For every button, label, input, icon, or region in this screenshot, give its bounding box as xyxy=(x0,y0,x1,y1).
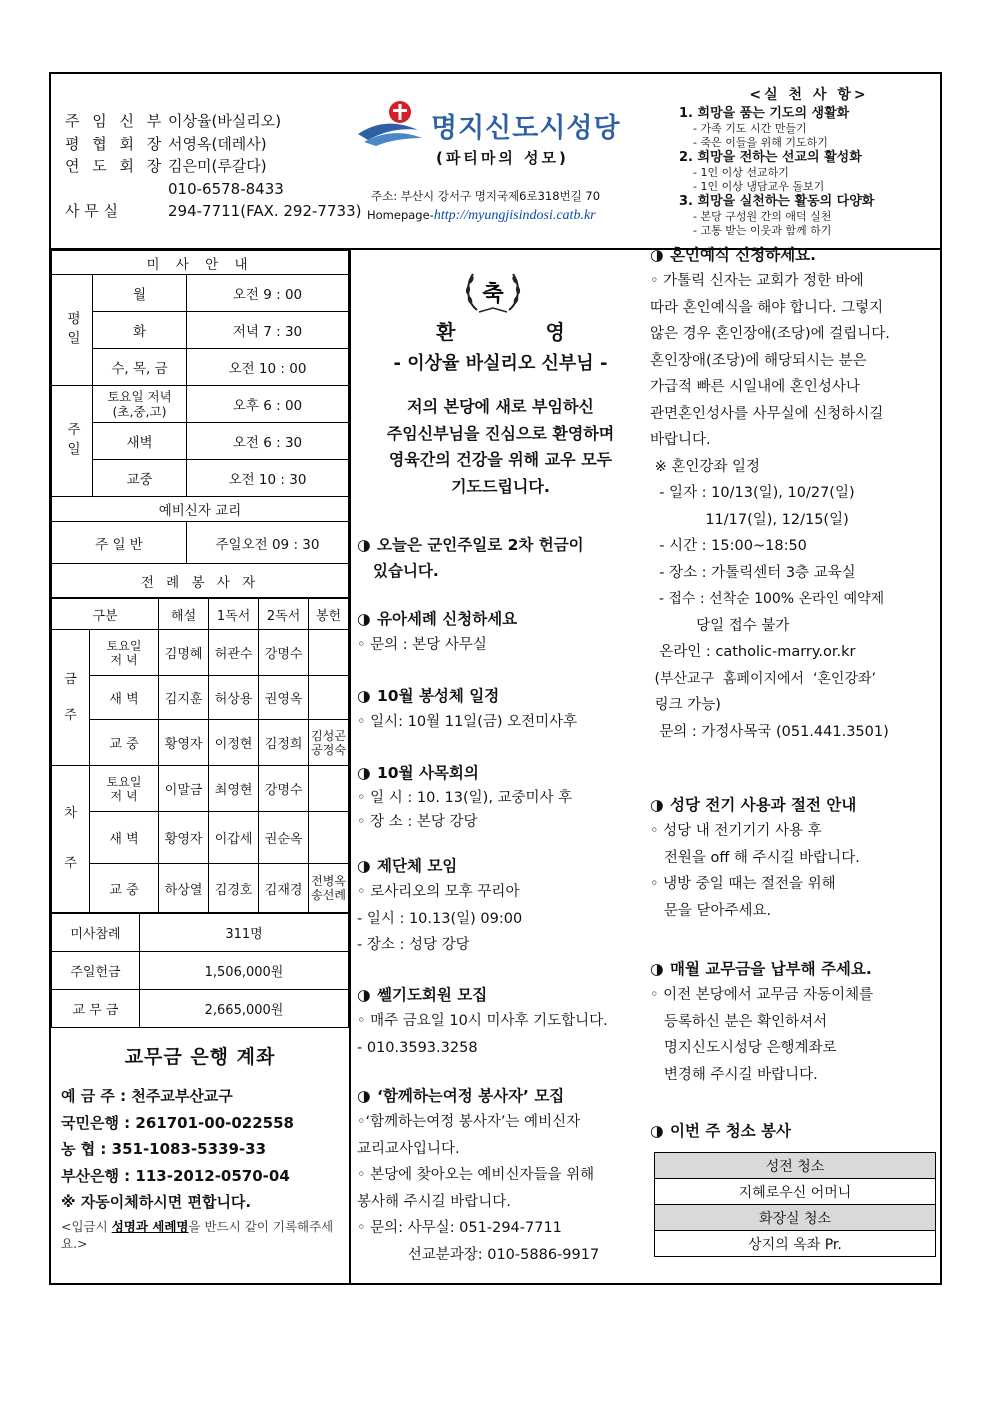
cleaning-header: 성전 청소 xyxy=(655,1153,936,1179)
notice-line: 혼인장애(조당)에 해당되시는 분은 xyxy=(650,352,867,369)
server-cell: 김경호 xyxy=(209,864,259,913)
notice-line: - 시간 : 15:00~18:50 xyxy=(650,538,807,554)
server-cell: 김정희 xyxy=(259,720,309,766)
practice-sub: - 1인 이상 선교하기 xyxy=(693,166,789,179)
notice-line: 선교분과장: 010-5886-9917 xyxy=(357,1246,600,1263)
notice-line: 당일 접수 불가 xyxy=(650,617,790,634)
half-circle-icon: ◑ xyxy=(357,610,371,628)
notice-line: (부산교구 홈페이지에서 ‘혼인강좌’ xyxy=(650,670,876,687)
staff-row xyxy=(65,110,361,133)
bank-title: 교무금 은행 계좌 xyxy=(124,1046,276,1068)
notice-line: ◦ 냉방 중일 때는 절전을 위해 xyxy=(650,876,836,892)
half-circle-icon: ◑ xyxy=(357,1087,371,1105)
mass-title: 미 사 안 내 xyxy=(52,251,349,275)
servers-header: 1독서 xyxy=(209,599,259,630)
notice-line: 온라인 : catholic-marry.or.kr xyxy=(650,644,856,660)
notice-title: 제단체 모임 xyxy=(377,857,458,875)
half-circle-icon: ◑ xyxy=(650,246,664,264)
mass-time: 오전 10 : 30 xyxy=(187,460,349,497)
bank-note-suffix: 을 반드시 같이 기록해주세요.> xyxy=(61,1218,334,1251)
practice-title: <실 천 사 항> xyxy=(749,87,869,103)
server-cell: 하상열 xyxy=(159,864,209,913)
notice-line: 교리교사입니다. xyxy=(357,1140,460,1157)
group-label: 금 주 xyxy=(52,630,90,766)
server-cell: 강명수 xyxy=(259,630,309,676)
catechumen-day: 주 일 반 xyxy=(52,522,187,564)
practice-list xyxy=(679,84,939,238)
server-mass: 교 중 xyxy=(90,864,159,913)
church-address: 주소: 부산시 강서구 명지국제6로318번길 70 xyxy=(371,189,601,203)
notice-line: ※ 혼인강좌 일정 xyxy=(650,458,761,475)
emblem-character: 축 xyxy=(482,282,504,307)
servers-header: 구분 xyxy=(52,599,159,630)
practice-sub: - 1인 이상 냉담교우 돌보기 xyxy=(693,180,825,193)
left-column xyxy=(51,250,351,1283)
sunday-label: 주일 xyxy=(52,386,93,497)
notice-line: ◦ 문의: 사무실: 051-294-7711 xyxy=(357,1220,562,1236)
staff-label: 주 임 신 부 xyxy=(65,112,166,130)
bank-account-line: 농 협 : 351-1083-5339-33 xyxy=(61,1140,267,1158)
welcome-message xyxy=(353,394,648,500)
notice-line: - 장소 : 가톨릭센터 3층 교육실 xyxy=(650,564,856,581)
notice-line: - 일시 : 10.13(일) 09:00 xyxy=(357,910,523,927)
notice-title: 이번 주 청소 봉사 xyxy=(670,1122,792,1140)
half-circle-icon: ◑ xyxy=(650,960,664,978)
bank-account-box xyxy=(51,1028,349,1252)
staff-value: 이상율(바실리오) xyxy=(168,112,282,130)
bank-note-bold: 성명과 세례명 xyxy=(111,1218,189,1234)
stat-value: 311명 xyxy=(140,914,349,952)
staff-list xyxy=(65,110,361,223)
practice-item: 3. 희망을 실천하는 활동의 다양화 xyxy=(679,194,875,209)
notice-line: 관면혼인성사를 사무실에 신청하시길 xyxy=(650,405,884,422)
half-circle-icon: ◑ xyxy=(357,857,371,875)
stat-label: 교 무 금 xyxy=(52,990,140,1028)
server-cell: 김성곤 공정숙 xyxy=(309,720,349,766)
church-name: 명지신도시성당 xyxy=(431,113,621,144)
notice-line: ◦ 매주 금요일 10시 미사후 기도합니다. xyxy=(357,1013,608,1029)
welcome-line: 주임신부님을 진심으로 환영하며 xyxy=(386,423,615,443)
server-cell: 김지훈 xyxy=(159,676,209,720)
staff-label: 연 도 회 장 xyxy=(65,157,166,175)
server-mass: 토요일 저 녁 xyxy=(90,630,159,676)
notice-title: 매월 교무금을 납부해 주세요. xyxy=(670,960,872,978)
notice-title: 오늘은 군인주일로 2차 헌금이 xyxy=(377,536,584,554)
mass-day: 교중 xyxy=(93,460,187,497)
mass-time: 오후 6 : 00 xyxy=(187,386,349,423)
stat-value: 2,665,000원 xyxy=(140,990,349,1028)
bank-account-line: 국민은행 : 261701-00-022558 xyxy=(61,1113,294,1132)
staff-value: 서영옥(데레사) xyxy=(168,134,267,153)
weekday-label: 평일 xyxy=(52,275,93,386)
notice-line: 등록하신 분은 확인하셔서 xyxy=(650,1013,828,1030)
cleaning-group: 상지의 옥좌 Pr. xyxy=(655,1231,936,1257)
server-cell: 황영자 xyxy=(159,812,209,864)
server-cell: 강명수 xyxy=(259,766,309,812)
cleaning-group: 지혜로우신 어머니 xyxy=(655,1179,936,1205)
mass-day: 화 xyxy=(93,312,187,349)
mass-time: 오전 6 : 30 xyxy=(187,423,349,460)
server-cell: 권순옥 xyxy=(259,812,309,864)
group-label: 차 주 xyxy=(52,766,90,913)
notice-military-sunday xyxy=(357,532,647,584)
staff-label: 사 무 실 xyxy=(65,202,119,220)
notice-line: 않은 경우 혼인장애(조당)에 걸립니다. xyxy=(650,326,890,342)
bank-note xyxy=(61,1218,339,1252)
server-cell: 허상용 xyxy=(209,676,259,720)
welcome-priest-name: - 이상율 바실리오 신부님 - xyxy=(393,353,608,374)
homepage-link[interactable]: http://myungjisindosi.catb.kr xyxy=(433,208,596,223)
notice-line: - 010.3593.3258 xyxy=(357,1039,478,1056)
notice-title: 10월 봉성체 일정 xyxy=(377,687,500,705)
stat-value: 1,506,000원 xyxy=(140,952,349,990)
welcome-char: 영 xyxy=(545,320,565,344)
notice-cell-prayer xyxy=(357,982,647,1061)
notice-infant-baptism xyxy=(357,606,647,659)
staff-value: 294-7711(FAX. 292-7733) xyxy=(168,202,362,220)
notice-line: ◦ 로사리오의 모후 꾸리아 xyxy=(357,884,520,900)
practice-sub: - 죽은 이들을 위해 기도하기 xyxy=(693,136,828,149)
server-cell: 최영현 xyxy=(209,766,259,812)
half-circle-icon: ◑ xyxy=(357,764,371,782)
servers-table xyxy=(51,598,349,913)
server-cell: 김명혜 xyxy=(159,630,209,676)
notice-dues xyxy=(650,956,940,1088)
notice-line: ◦ 문의 : 본당 사무실 xyxy=(357,637,487,653)
notice-title: 10월 사목회의 xyxy=(377,764,479,782)
notice-line: - 장소 : 성당 강당 xyxy=(357,937,470,953)
notice-line: 11/17(일), 12/15(일) xyxy=(650,511,849,528)
cleaning-header: 화장실 청소 xyxy=(655,1205,936,1231)
notice-wedding xyxy=(650,242,940,745)
practice-sub: - 본당 구성원 간의 애덕 실천 xyxy=(693,210,832,223)
servers-header: 봉헌 xyxy=(309,599,349,630)
server-cell xyxy=(309,630,349,676)
servers-header: 2독서 xyxy=(259,599,309,630)
notice-group-meeting xyxy=(357,853,647,959)
stat-label: 주일헌금 xyxy=(52,952,140,990)
practice-sub: - 가족 기도 시간 만들기 xyxy=(693,122,807,135)
notice-line: 명지신도시성당 은행계좌로 xyxy=(650,1040,837,1056)
staff-label xyxy=(65,178,168,201)
server-cell: 김재경 xyxy=(259,864,309,913)
catechumen-title: 예비신자 교리 xyxy=(52,497,349,522)
stat-label: 미사참례 xyxy=(52,914,140,952)
servers-header: 해설 xyxy=(159,599,209,630)
server-cell xyxy=(309,812,349,864)
server-mass: 새 벽 xyxy=(90,812,159,864)
staff-label: 평 협 회 장 xyxy=(65,134,166,153)
church-patron: (파티마의 성모) xyxy=(436,149,569,167)
notice-line: 문을 닫아주세요. xyxy=(650,902,772,919)
notice-line: ◦ 성당 내 전기기기 사용 후 xyxy=(650,823,822,839)
notice-line: 봉사해 주시길 바랍니다. xyxy=(357,1193,511,1210)
practice-item: 1. 희망을 품는 기도의 생활화 xyxy=(679,106,850,121)
bulletin-frame xyxy=(49,72,942,1285)
notice-electricity xyxy=(650,792,940,924)
bulletin-header xyxy=(51,74,940,250)
staff-row xyxy=(65,133,361,156)
mass-day: 새벽 xyxy=(93,423,187,460)
notice-line: 전원을 off 해 주시길 바랍니다. xyxy=(650,849,860,866)
notice-communion-schedule xyxy=(357,683,647,736)
mass-day: 수, 목, 금 xyxy=(93,349,187,386)
server-mass: 토요일 저 녁 xyxy=(90,766,159,812)
server-cell: 이말금 xyxy=(159,766,209,812)
server-mass: 새 벽 xyxy=(90,676,159,720)
notice-line: ◦ 장 소 : 본당 강당 xyxy=(357,814,478,830)
server-cell xyxy=(309,676,349,720)
server-cell: 이갑세 xyxy=(209,812,259,864)
bank-account-line: 부산은행 : 113-2012-0570-04 xyxy=(61,1166,290,1185)
notice-line: ◦ 본당에 찾아오는 예비신자들을 위해 xyxy=(357,1167,595,1183)
notice-line: 링크 가능) xyxy=(650,697,721,713)
notice-pastoral-meeting xyxy=(357,760,647,834)
notice-title: 유아세례 신청하세요 xyxy=(377,610,518,628)
server-mass: 교 중 xyxy=(90,720,159,766)
server-cell: 전병옥 송선례 xyxy=(309,864,349,913)
notice-line: 가급적 빠른 시일내에 혼인성사나 xyxy=(650,379,860,395)
bank-account-line: ※ 자동이체하시면 편합니다. xyxy=(61,1193,252,1211)
mass-day: 토요일 저녁 (초,중,고) xyxy=(93,386,187,423)
notice-line: 변경해 주시길 바랍니다. xyxy=(650,1066,818,1083)
notice-title-cont: 있습니다. xyxy=(373,562,439,580)
mass-schedule-table xyxy=(51,250,349,598)
notice-line: - 접수 : 선착순 100% 온라인 예약제 xyxy=(650,591,885,607)
practice-sub: - 고통 받는 이웃과 함께 하기 xyxy=(693,224,832,237)
half-circle-icon: ◑ xyxy=(357,536,371,554)
mass-time: 오전 9 : 00 xyxy=(187,275,349,312)
practice-item: 2. 희망을 전하는 선교의 활성화 xyxy=(679,150,862,165)
notice-cleaning xyxy=(650,1118,940,1257)
notice-line: ◦‘함께하는여정 봉사자’는 예비신자 xyxy=(357,1114,581,1130)
half-circle-icon: ◑ xyxy=(650,1122,664,1140)
mass-time: 오전 10 : 00 xyxy=(187,349,349,386)
mass-day: 월 xyxy=(93,275,187,312)
server-cell xyxy=(309,766,349,812)
catechumen-time: 주일오전 09 : 30 xyxy=(187,522,349,564)
notice-title: 성당 전기 사용과 절전 안내 xyxy=(670,796,857,814)
staff-value: 김은미(루갈다) xyxy=(168,157,267,175)
staff-row xyxy=(65,178,361,201)
notice-title: 쎌기도회원 모집 xyxy=(377,986,488,1004)
notice-line: ◦ 이전 본당에서 교무금 자동이체를 xyxy=(650,987,874,1003)
notice-line: ◦ 가톨릭 신자는 교회가 정한 바에 xyxy=(650,273,864,289)
homepage-line xyxy=(367,208,596,224)
notice-line: ◦ 일시: 10월 11일(금) 오전미사후 xyxy=(357,714,578,730)
notice-volunteer-recruit xyxy=(357,1083,647,1268)
notice-line: 문의 : 가정사목국 (051.441.3501) xyxy=(650,723,889,740)
notice-line: ◦ 일 시 : 10. 13(일), 교중미사 후 xyxy=(357,790,573,806)
bank-account-line: 예 금 주 : 천주교부산교구 xyxy=(61,1087,233,1105)
staff-row xyxy=(65,200,361,223)
half-circle-icon: ◑ xyxy=(357,687,371,705)
welcome-heading xyxy=(353,316,648,345)
middle-column xyxy=(353,250,648,1283)
staff-value: 010-6578-8433 xyxy=(168,179,284,198)
server-cell: 허관수 xyxy=(209,630,259,676)
notice-title: 혼인예식 신청하세요. xyxy=(670,246,817,264)
welcome-line: 영육간의 건강을 위해 교우 모두 xyxy=(388,450,613,469)
notice-line: - 일자 : 10/13(일), 10/27(일) xyxy=(650,485,855,501)
welcome-char: 환 xyxy=(436,320,456,344)
mass-time: 저녁 7 : 30 xyxy=(187,312,349,349)
notice-line: 따라 혼인예식을 해야 합니다. 그렇지 xyxy=(650,299,884,316)
laurel-emblem-icon xyxy=(463,264,523,318)
staff-row xyxy=(65,155,361,178)
server-cell: 권영옥 xyxy=(259,676,309,720)
welcome-line: 기도드립니다. xyxy=(451,476,550,496)
stats-table xyxy=(51,913,349,1028)
half-circle-icon: ◑ xyxy=(357,986,371,1004)
server-cell: 황영자 xyxy=(159,720,209,766)
cleaning-table xyxy=(654,1152,936,1257)
notice-line: 바랍니다. xyxy=(650,432,711,448)
half-circle-icon: ◑ xyxy=(650,796,664,814)
servers-title: 전 례 봉 사 자 xyxy=(52,564,349,598)
server-cell: 이정현 xyxy=(209,720,259,766)
bank-note-prefix: <입금시 xyxy=(61,1218,112,1234)
homepage-label: Homepage- xyxy=(367,208,434,222)
notice-title: ‘함께하는여정 봉사자’ 모집 xyxy=(377,1087,565,1105)
welcome-line: 저의 본당에 새로 부임하신 xyxy=(407,397,594,416)
right-column xyxy=(648,246,940,1283)
